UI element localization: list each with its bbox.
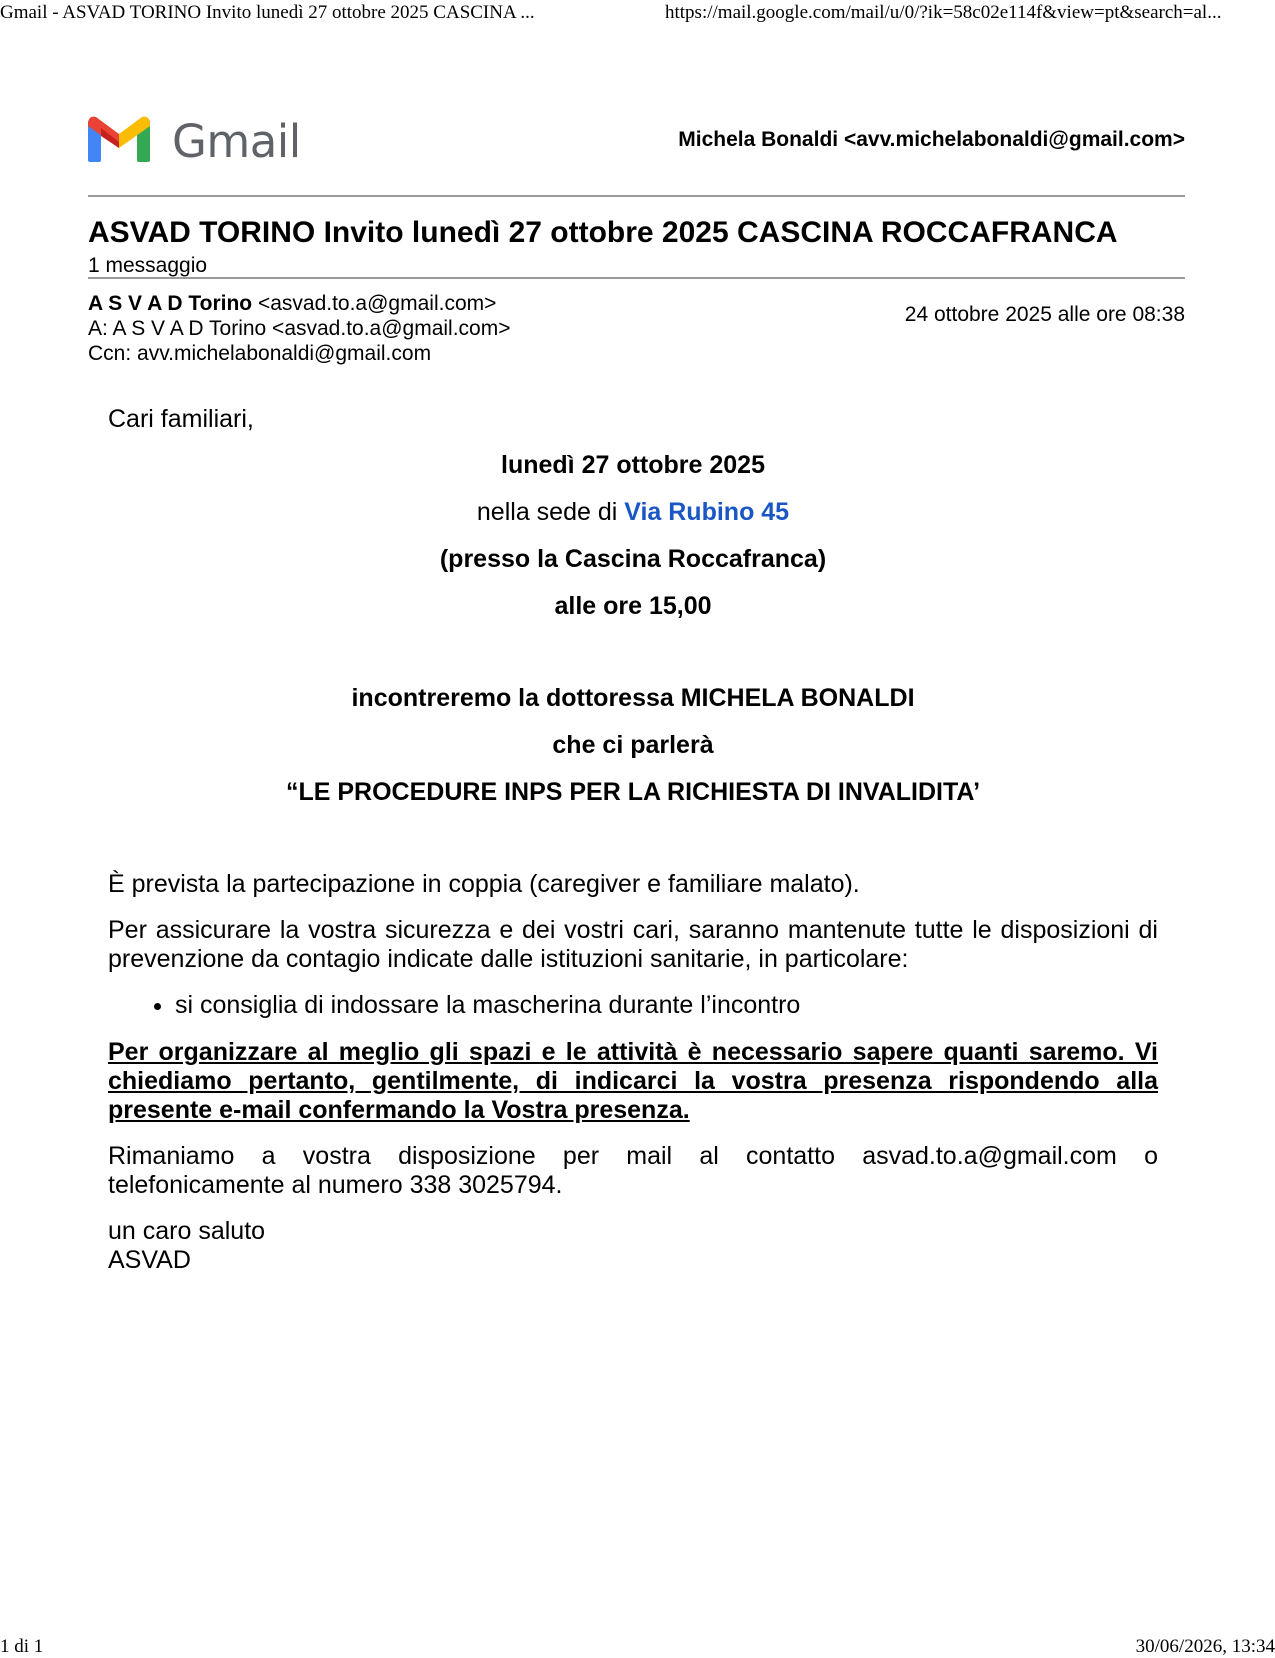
safety-note: Per assicurare la vostra sicurezza e dei vostri cari, saranno mantenute tutte le disposizioni di prevenzione da contagio indicate dalle istituzioni sanitarie, in particolare: (108, 916, 1158, 973)
message-count: 1 messaggio (88, 254, 208, 277)
rsvp-note: Per organizzare al meglio gli spazi e le attività è necessario sapere quanti saremo. Vi chiediamo pertanto, gentilmente, di indicarci la vostra presenza rispondendo alla presente e-mail confermando la Vostra presenza. (108, 1038, 1158, 1124)
print-page-title: Gmail - ASVAD TORINO Invito lunedì 27 ottobre 2025 CASCINA ... (0, 2, 535, 23)
participation-note: È prevista la partecipazione in coppia (caregiver e familiare malato). (108, 870, 860, 898)
gmail-m-icon (88, 112, 150, 162)
subject-divider (88, 277, 1185, 279)
page-number: 1 di 1 (0, 1636, 44, 1657)
print-page-url: https://mail.google.com/mail/u/0/?ik=58c02e114f&view=pt&search=al... (665, 2, 1222, 23)
thread-subject: ASVAD TORINO Invito lunedì 27 ottobre 2025 CASCINA ROCCAFRANCA (88, 216, 1118, 249)
contact-note: Rimaniamo a vostra disposizione per mail al contatto asvad.to.a@gmail.com o telefonicamente al numero 338 3025794. (108, 1142, 1158, 1199)
event-date: lunedì 27 ottobre 2025 (501, 451, 765, 479)
talk-line: che ci parlerà (552, 731, 714, 759)
recipient-line: A: A S V A D Torino <asvad.to.a@gmail.com> (88, 317, 511, 340)
topic-line: “LE PROCEDURE INPS PER LA RICHIESTA DI INVALIDITA’ (285, 778, 981, 806)
sender-email: <asvad.to.a@gmail.com> (257, 292, 497, 315)
spacer (108, 825, 1158, 870)
header-divider (88, 195, 1185, 197)
signature: ASVAD (108, 1246, 191, 1274)
spacer (108, 639, 1158, 684)
sender-line (88, 292, 496, 316)
sender-name: A S V A D Torino (88, 292, 253, 315)
event-time: alle ore 15,00 (554, 592, 712, 620)
print-header (0, 2, 1275, 28)
venue-link[interactable]: Via Rubino 45 (624, 498, 790, 526)
bcc-line: Ccn: avv.michelabonaldi@gmail.com (88, 342, 432, 365)
gmail-logo (88, 112, 308, 168)
print-datetime: 30/06/2026, 13:34 (1135, 1636, 1275, 1657)
list-item: • si consiglia di indossare la mascherina durante l’incontro (175, 991, 1158, 1020)
message-body (108, 405, 1158, 1275)
greeting: Cari familiari, (108, 405, 254, 433)
message-date: 24 ottobre 2025 alle ore 08:38 (904, 303, 1185, 326)
gmail-wordmark: Gmail (172, 115, 301, 168)
closing: un caro saluto (108, 1217, 266, 1245)
venue-note: (presso la Cascina Roccafranca) (439, 545, 827, 573)
venue-prefix: nella sede di (476, 498, 625, 526)
safety-list (108, 991, 1158, 1020)
account-email: Michela Bonaldi <avv.michelabonaldi@gmail.com> (678, 128, 1185, 151)
event-venue (108, 498, 1158, 527)
speaker-line: incontreremo la dottoressa MICHELA BONALDI (351, 684, 915, 712)
